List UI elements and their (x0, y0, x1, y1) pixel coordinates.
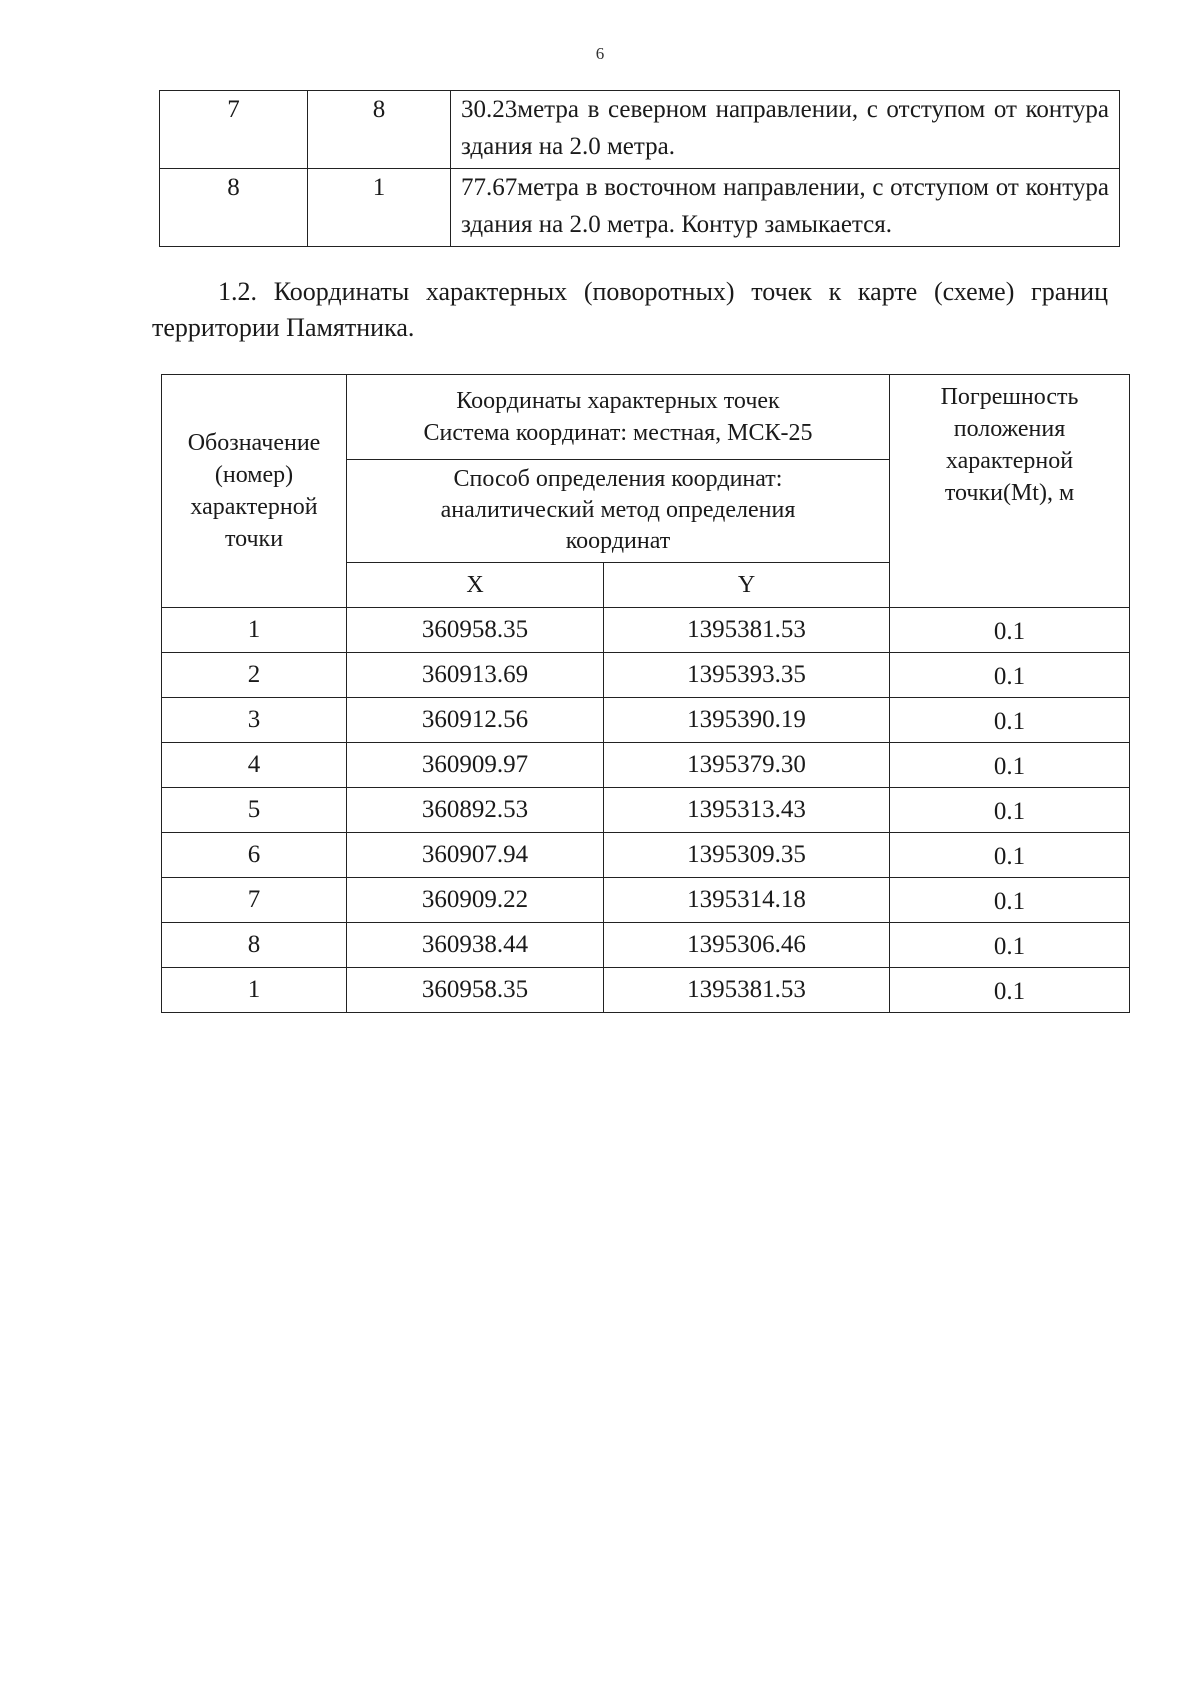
point-cell: 2 (162, 653, 347, 698)
to-point-cell: 1 (308, 169, 451, 247)
table-row (162, 833, 1130, 878)
error-cell: 0.1 (890, 833, 1130, 878)
y-cell: 1395314.18 (604, 878, 890, 923)
x-cell: 360907.94 (347, 833, 604, 878)
to-point-cell: 8 (308, 91, 451, 169)
table-row (162, 968, 1130, 1013)
error-cell: 0.1 (890, 608, 1130, 653)
table-row (162, 698, 1130, 743)
point-label-header (162, 375, 347, 608)
x-cell: 360913.69 (347, 653, 604, 698)
point-cell: 4 (162, 743, 347, 788)
page-number: 6 (595, 44, 605, 63)
x-column-header: X (347, 563, 604, 608)
point-cell: 5 (162, 788, 347, 833)
point-cell: 7 (162, 878, 347, 923)
y-column-header: Y (604, 563, 890, 608)
from-point-cell: 8 (160, 169, 308, 247)
header-line: характерной (190, 494, 318, 520)
y-cell: 1395309.35 (604, 833, 890, 878)
header-line: Обозначение (187, 430, 321, 456)
point-cell: 1 (162, 968, 347, 1013)
error-cell: 0.1 (890, 878, 1130, 923)
header-line: точки(Mt), м (944, 480, 1075, 506)
method-header (347, 460, 890, 563)
point-cell: 8 (162, 923, 347, 968)
header-line: координат (565, 528, 671, 554)
table-row (160, 91, 1120, 169)
y-cell: 1395393.35 (604, 653, 890, 698)
error-cell: 0.1 (890, 653, 1130, 698)
y-cell: 1395381.53 (604, 968, 890, 1013)
x-cell: 360892.53 (347, 788, 604, 833)
table-row (162, 608, 1130, 653)
header-line: (номер) (214, 462, 294, 488)
segment-description-cell: 30.23метра в северном направлении, с отступом от контура здания на 2.0 метра. (451, 91, 1120, 169)
section-paragraph: 1.2. Координаты характерных (поворотных) точек к карте (схеме) границ территории Памятника. (152, 277, 1108, 342)
coordinates-table (161, 374, 1130, 1013)
x-cell: 360909.97 (347, 743, 604, 788)
point-cell: 1 (162, 608, 347, 653)
error-cell: 0.1 (890, 923, 1130, 968)
y-cell: 1395313.43 (604, 788, 890, 833)
y-cell: 1395381.53 (604, 608, 890, 653)
header-line: Способ определения координат: (453, 466, 783, 492)
table-row (162, 878, 1130, 923)
error-cell: 0.1 (890, 743, 1130, 788)
header-line: Координаты характерных точек (456, 388, 780, 414)
x-cell: 360909.22 (347, 878, 604, 923)
error-cell: 0.1 (890, 968, 1130, 1013)
x-cell: 360958.35 (347, 968, 604, 1013)
y-cell: 1395390.19 (604, 698, 890, 743)
table-row (162, 788, 1130, 833)
x-cell: 360938.44 (347, 923, 604, 968)
header-line: Система координат: местная, МСК-25 (423, 420, 813, 446)
header-row (162, 375, 1130, 460)
header-line: Погрешность (940, 384, 1079, 410)
point-cell: 3 (162, 698, 347, 743)
coords-group-header (347, 375, 890, 460)
error-cell: 0.1 (890, 698, 1130, 743)
from-point-cell: 7 (160, 91, 308, 169)
segment-description-cell: 77.67метра в восточном направлении, с отступом от контура здания на 2.0 метра. Контур замыкается. (451, 169, 1120, 247)
error-header (890, 375, 1130, 608)
point-cell: 6 (162, 833, 347, 878)
y-cell: 1395306.46 (604, 923, 890, 968)
error-cell: 0.1 (890, 788, 1130, 833)
table-row (162, 743, 1130, 788)
x-cell: 360912.56 (347, 698, 604, 743)
header-line: аналитический метод определения (440, 497, 796, 523)
header-line: характерной (945, 448, 1074, 474)
x-cell: 360958.35 (347, 608, 604, 653)
table-row (160, 169, 1120, 247)
continued-boundary-table (159, 90, 1120, 247)
header-line: точки (224, 526, 284, 552)
table-row (162, 653, 1130, 698)
y-cell: 1395379.30 (604, 743, 890, 788)
header-line: положения (953, 416, 1066, 442)
table-row (162, 923, 1130, 968)
